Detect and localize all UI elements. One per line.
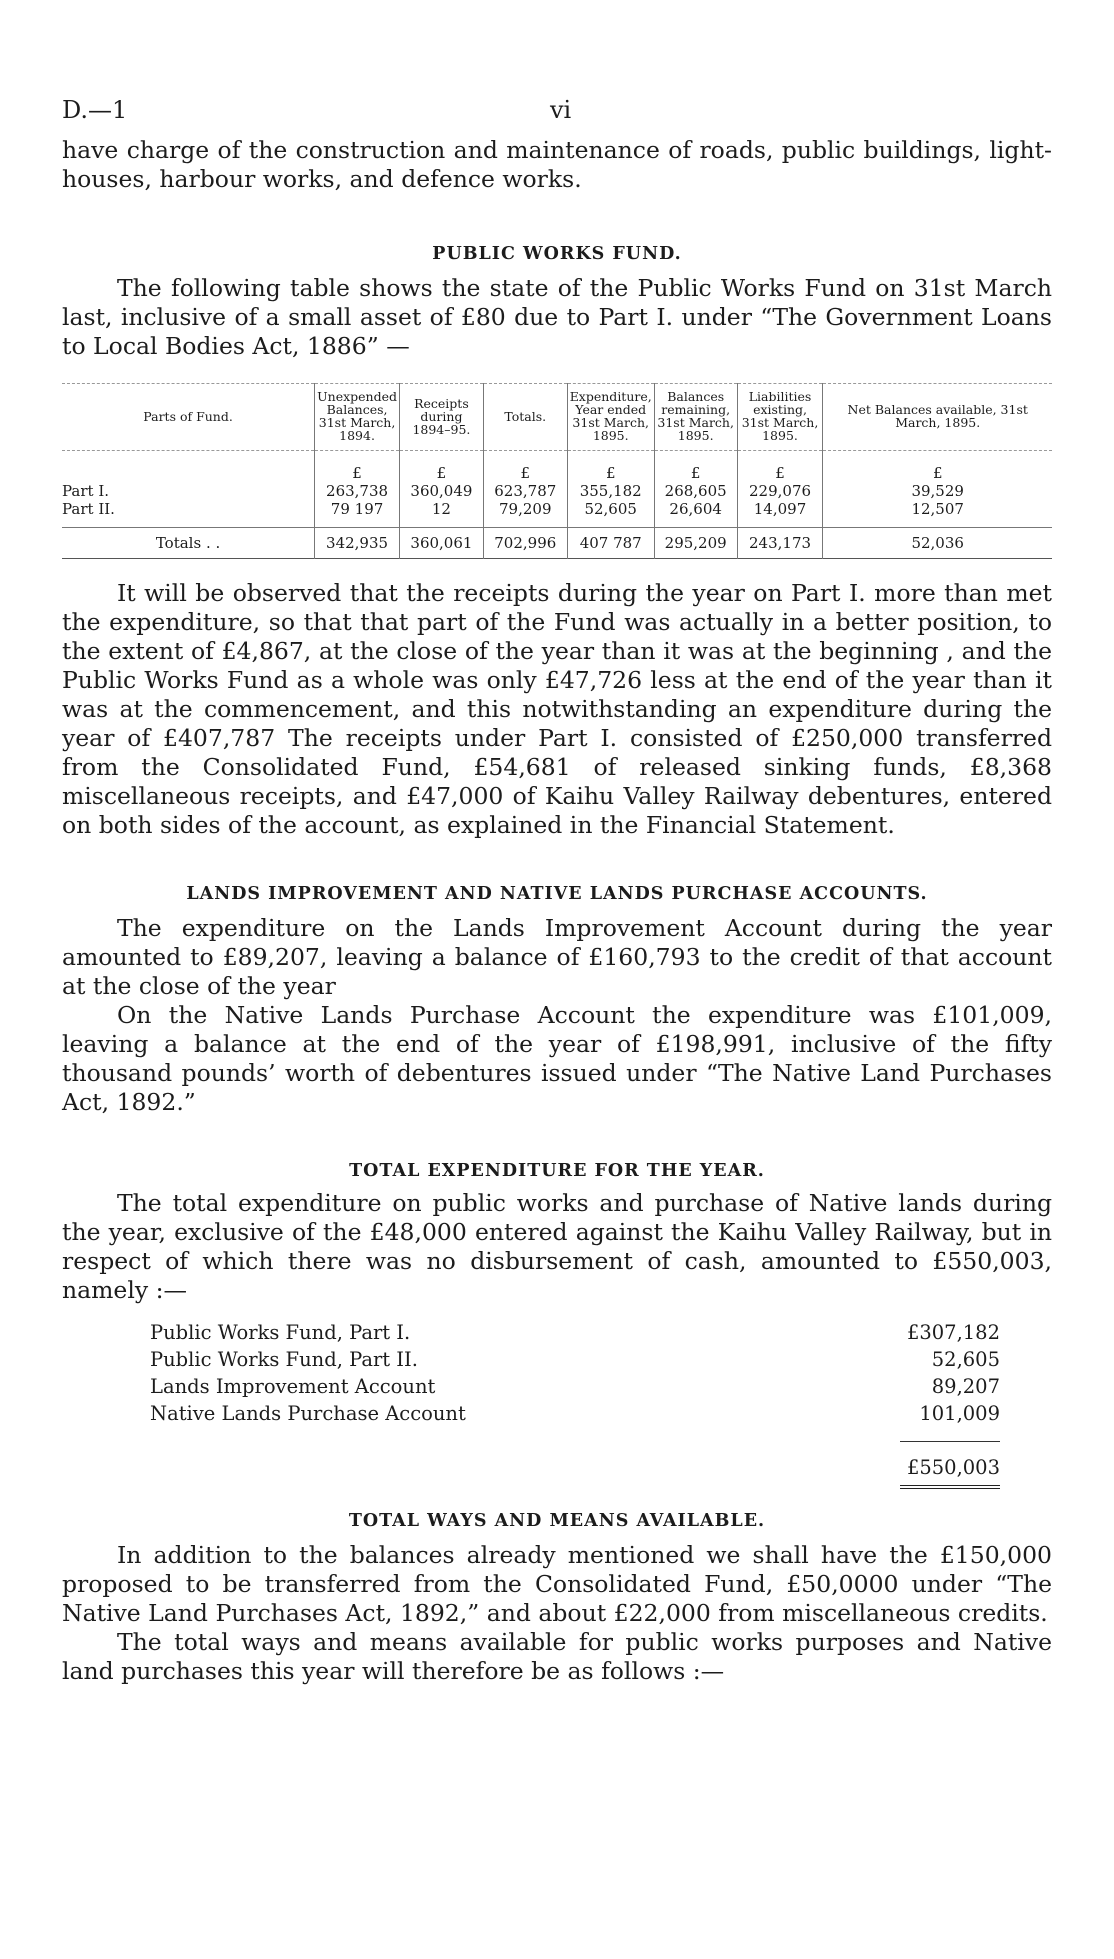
table-cell: 12 bbox=[400, 500, 484, 528]
section-heading-public-works-fund: PUBLIC WORKS FUND. bbox=[432, 244, 682, 264]
table-cell: 407 787 bbox=[567, 528, 654, 559]
expenditure-total-row bbox=[150, 1454, 1000, 1481]
table-cell: 295,209 bbox=[654, 528, 737, 559]
table-cell: 268,605 bbox=[654, 482, 737, 500]
sum-rule bbox=[900, 1441, 1000, 1442]
table-cell: £ bbox=[823, 451, 1052, 483]
table-cell: 12,507 bbox=[823, 500, 1052, 528]
expenditure-amount: £307,182 bbox=[906, 1321, 1000, 1344]
table-cell: 360,061 bbox=[400, 528, 484, 559]
table-totals-row bbox=[62, 528, 1052, 559]
table-cell: 14,097 bbox=[737, 500, 823, 528]
table-cell: 263,738 bbox=[315, 482, 400, 500]
ways-means-paragraph: In addition to the balances already mentioned we shall have the £150,000 proposed to be transferred from the Consolidated Fund, £50,0000 under “The Native Land Purchases Act, 1892,” and about £22,000 from miscellaneous credits. bbox=[62, 1541, 1052, 1627]
table-cell: Part II. bbox=[62, 500, 115, 518]
ways-means-followup-paragraph: The total ways and means available for public works purposes and Native land purchases this year will therefore be as follows :— bbox=[62, 1628, 1052, 1685]
table-cell: 79 197 bbox=[315, 500, 400, 528]
expenditure-total: £550,003 bbox=[906, 1456, 1000, 1479]
table-cell: Part I. bbox=[62, 482, 110, 500]
table-cell: £ bbox=[483, 451, 567, 483]
table-header-row bbox=[62, 384, 1052, 451]
header-totals: Totals. bbox=[483, 384, 567, 451]
table-cell: £ bbox=[315, 451, 400, 483]
section-heading-ways-and-means: TOTAL WAYS AND MEANS AVAILABLE. bbox=[348, 1511, 766, 1531]
header-parts-of-fund: Parts of Fund. bbox=[143, 408, 233, 424]
table-cell: 52,605 bbox=[567, 500, 654, 528]
page-header bbox=[62, 96, 1052, 136]
expenditure-list bbox=[150, 1319, 1000, 1489]
header-net-balances: Net Balances available, 31st March, 1895. bbox=[823, 384, 1052, 451]
expenditure-label: Lands Improvement Account bbox=[150, 1375, 436, 1398]
header-balances-remaining: Balances remaining, 31st March, 1895. bbox=[654, 384, 737, 451]
table-cell: Totals . . bbox=[155, 534, 221, 552]
double-rule bbox=[900, 1481, 1000, 1489]
table-cell: 39,529 bbox=[823, 482, 1052, 500]
table-row bbox=[62, 482, 1052, 500]
table-cell: 355,182 bbox=[567, 482, 654, 500]
table-cell: 229,076 bbox=[737, 482, 823, 500]
page-number: vi bbox=[550, 96, 572, 124]
table-cell: £ bbox=[737, 451, 823, 483]
table-row bbox=[62, 500, 1052, 528]
expenditure-label: Public Works Fund, Part II. bbox=[150, 1348, 418, 1371]
expenditure-amount: 89,207 bbox=[931, 1375, 1000, 1398]
list-item bbox=[150, 1373, 1000, 1400]
table-cell: 243,173 bbox=[737, 528, 823, 559]
observation-paragraph: It will be observed that the receipts during the year on Part I. more than met the expenditure, so that that part of the Fund was actually in a better position, to the extent of £4,867, at the close of the year than it was at the beginning , and the Public Works Fund as a whole was only £47,726 less at the end of the year than it was at the commencement, and this notwithstanding an expenditure during the year of £407,787 The receipts under Part I. consisted of £250,000 transferred from the Consolidated Fund, £54,681 of released sinking funds, £8,368 miscellaneous receipts, and £47,000 of Kaihu Valley Railway debentures, entered on both sides of the account, as explained in the Financial Statement. bbox=[62, 579, 1052, 839]
intro-paragraph: have charge of the construction and maintenance of roads, public buildings, light-houses, harbour works, and defence works. bbox=[62, 136, 1052, 193]
table-cell: £ bbox=[567, 451, 654, 483]
document-page bbox=[62, 96, 1052, 1686]
expenditure-amount: 101,009 bbox=[919, 1402, 1000, 1425]
lands-improvement-paragraph: The expenditure on the Lands Improvement Account during the year amounted to £89,207, leaving a balance of £160,793 to the credit of that account at the close of the year bbox=[62, 914, 1052, 1000]
public-works-fund-paragraph: The following table shows the state of the Public Works Fund on 31st March last, inclusive of a small asset of £80 due to Part I. under “The Government Loans to Local Bodies Act, 1886” — bbox=[62, 274, 1052, 360]
table-cell: 623,787 bbox=[483, 482, 567, 500]
table-cell: 52,036 bbox=[823, 528, 1052, 559]
table-cell: 26,604 bbox=[654, 500, 737, 528]
section-heading-lands-accounts: LANDS IMPROVEMENT AND NATIVE LANDS PURCHASE ACCOUNTS. bbox=[186, 884, 928, 904]
header-liabilities: Liabilities existing, 31st March, 1895. bbox=[737, 384, 823, 451]
list-item bbox=[150, 1400, 1000, 1427]
table-cell: £ bbox=[654, 451, 737, 483]
expenditure-amount: 52,605 bbox=[931, 1348, 1000, 1371]
public-works-fund-table bbox=[62, 383, 1052, 559]
table-cell bbox=[62, 451, 315, 483]
header-expenditure: Expenditure, Year ended 31st March, 1895. bbox=[567, 384, 654, 451]
table-cell: 702,996 bbox=[483, 528, 567, 559]
list-item bbox=[150, 1319, 1000, 1346]
table-unit-row bbox=[62, 451, 1052, 483]
table-cell: 360,049 bbox=[400, 482, 484, 500]
header-receipts: Receipts during 1894–95. bbox=[400, 384, 484, 451]
table-cell: 79,209 bbox=[483, 500, 567, 528]
table-cell: 342,935 bbox=[315, 528, 400, 559]
total-expenditure-paragraph: The total expenditure on public works and purchase of Native lands during the year, exclusive of the £48,000 entered against the Kaihu Valley Railway, but in respect of which there was no disbursement of cash, amounted to £550,003, namely :— bbox=[62, 1189, 1052, 1304]
expenditure-label: Public Works Fund, Part I. bbox=[150, 1321, 411, 1344]
section-heading-total-expenditure: TOTAL EXPENDITURE FOR THE YEAR. bbox=[349, 1161, 765, 1181]
page-reference: D.—1 bbox=[62, 96, 128, 124]
native-lands-paragraph: On the Native Lands Purchase Account the expenditure was £101,009, leaving a balance at the end of the year of £198,991, inclusive of the fifty thousand pounds’ worth of debentures issued under “The Native Land Purchases Act, 1892.” bbox=[62, 1001, 1052, 1116]
header-unexpended-balances: Unexpended Balances, 31st March, 1894. bbox=[315, 384, 400, 451]
table-cell: £ bbox=[400, 451, 484, 483]
list-item bbox=[150, 1346, 1000, 1373]
expenditure-label: Native Lands Purchase Account bbox=[150, 1402, 466, 1425]
